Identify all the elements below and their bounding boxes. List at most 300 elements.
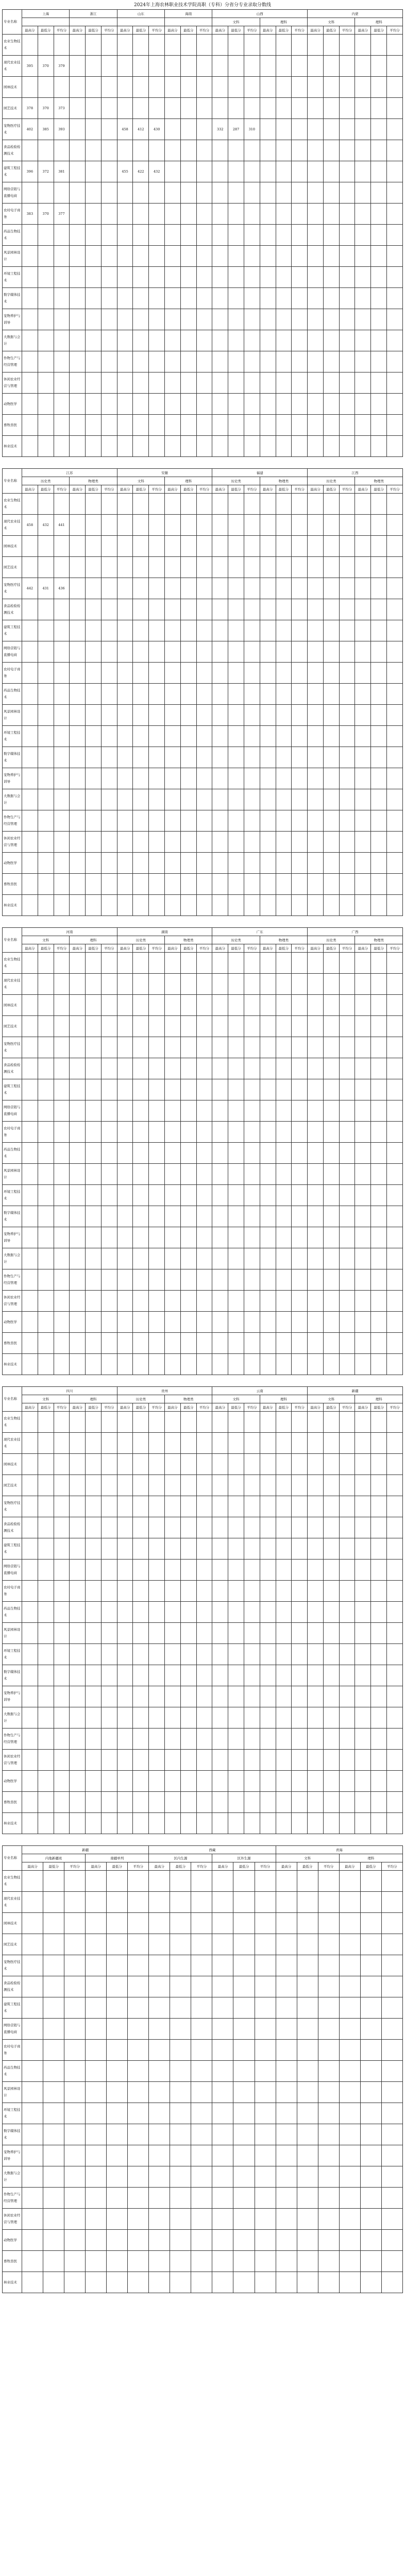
min-score xyxy=(228,1475,244,1496)
avg-score-header: 平均分 xyxy=(292,485,308,494)
min-score xyxy=(107,2019,128,2040)
max-score xyxy=(22,599,38,620)
avg-score xyxy=(149,77,165,98)
min-score xyxy=(38,768,54,789)
province-header-row xyxy=(3,928,403,936)
min-score xyxy=(38,494,54,515)
max-score xyxy=(212,1433,228,1454)
avg-score xyxy=(149,684,165,705)
max-score xyxy=(165,330,181,351)
min-score xyxy=(371,1269,387,1291)
avg-score xyxy=(128,2188,149,2209)
avg-score xyxy=(244,494,260,515)
max-score xyxy=(276,2145,297,2166)
max-score-header: 最高分 xyxy=(149,1862,170,1871)
avg-score xyxy=(292,1185,308,1206)
min-score xyxy=(180,810,196,832)
min-score xyxy=(38,394,54,415)
min-score xyxy=(180,309,196,330)
avg-score xyxy=(292,1707,308,1728)
max-score xyxy=(149,2040,170,2061)
avg-score xyxy=(149,1475,165,1496)
min-score xyxy=(360,2124,381,2145)
min-score xyxy=(371,56,387,77)
avg-score xyxy=(318,2019,339,2040)
max-score xyxy=(355,557,371,578)
avg-score xyxy=(339,394,355,415)
min-score xyxy=(297,1892,318,1913)
table-row xyxy=(3,2040,403,2061)
max-score xyxy=(117,953,133,974)
major-name: 农村电子商务 xyxy=(3,2040,22,2061)
avg-score xyxy=(292,895,308,916)
avg-score xyxy=(255,1955,276,1976)
max-score-header: 最高分 xyxy=(260,26,276,35)
avg-score xyxy=(64,1997,86,2019)
max-score xyxy=(308,140,324,161)
min-score xyxy=(371,1143,387,1164)
table-row xyxy=(3,1728,403,1750)
max-score xyxy=(117,351,133,372)
max-score xyxy=(260,1602,276,1623)
avg-score xyxy=(196,1079,212,1100)
min-score xyxy=(38,1122,54,1143)
min-score xyxy=(228,1454,244,1475)
avg-score xyxy=(196,578,212,599)
avg-score-header: 平均分 xyxy=(64,1862,86,1871)
min-score xyxy=(170,1871,191,1892)
table-row xyxy=(3,1269,403,1291)
max-score xyxy=(70,225,86,246)
max-score xyxy=(22,2230,43,2251)
min-score xyxy=(371,1122,387,1143)
category-header xyxy=(70,18,117,26)
avg-score xyxy=(101,1185,117,1206)
min-score xyxy=(170,1892,191,1913)
min-score-header: 最低分 xyxy=(228,26,244,35)
major-name: 休闲农业经营与管理 xyxy=(3,1750,22,1771)
max-score xyxy=(165,1248,181,1269)
min-score xyxy=(323,1475,339,1496)
max-score xyxy=(70,246,86,267)
max-score xyxy=(22,810,38,832)
avg-score xyxy=(292,77,308,98)
table-row xyxy=(3,2209,403,2230)
max-score xyxy=(70,641,86,663)
min-score xyxy=(86,330,102,351)
max-score xyxy=(70,1354,86,1375)
max-score xyxy=(355,436,371,457)
table-row xyxy=(3,140,403,161)
avg-score xyxy=(386,204,402,225)
min-score-header: 最低分 xyxy=(228,485,244,494)
avg-score xyxy=(292,768,308,789)
category-header xyxy=(22,18,70,26)
max-score xyxy=(260,895,276,916)
min-score xyxy=(228,436,244,457)
major-name: 畜牧兽医 xyxy=(3,1792,22,1813)
avg-score xyxy=(244,1185,260,1206)
avg-score xyxy=(339,330,355,351)
max-score xyxy=(308,953,324,974)
min-score xyxy=(180,1433,196,1454)
max-score xyxy=(165,1728,181,1750)
avg-score xyxy=(149,1227,165,1248)
max-score xyxy=(212,1792,228,1813)
avg-score xyxy=(381,2061,402,2082)
max-score xyxy=(212,35,228,56)
avg-score xyxy=(386,1771,402,1792)
max-score xyxy=(70,1686,86,1707)
min-score-header: 最低分 xyxy=(133,485,149,494)
min-score xyxy=(323,1623,339,1644)
min-score-header: 最低分 xyxy=(371,485,387,494)
avg-score xyxy=(191,2040,212,2061)
avg-score-header: 平均分 xyxy=(339,26,355,35)
avg-score xyxy=(101,1354,117,1375)
avg-score xyxy=(128,1892,149,1913)
min-score xyxy=(276,1227,292,1248)
avg-score xyxy=(101,1475,117,1496)
min-score xyxy=(86,1164,102,1185)
avg-score xyxy=(386,557,402,578)
max-score xyxy=(260,1058,276,1079)
max-score-header: 最高分 xyxy=(355,485,371,494)
max-score xyxy=(260,1143,276,1164)
avg-score xyxy=(339,1291,355,1312)
min-score xyxy=(228,288,244,309)
score-type-header-row xyxy=(3,485,403,494)
min-score xyxy=(107,1955,128,1976)
max-score xyxy=(117,1475,133,1496)
major-name: 风景园林设计 xyxy=(3,705,22,726)
avg-score xyxy=(381,1871,402,1892)
max-score xyxy=(260,1227,276,1248)
min-score xyxy=(133,874,149,895)
avg-score xyxy=(244,853,260,874)
max-score xyxy=(70,726,86,747)
avg-score xyxy=(244,1665,260,1686)
min-score xyxy=(371,1079,387,1100)
table-row xyxy=(3,1333,403,1354)
min-score xyxy=(133,641,149,663)
min-score xyxy=(323,599,339,620)
avg-score xyxy=(149,1496,165,1517)
avg-score xyxy=(318,1892,339,1913)
max-score xyxy=(308,832,324,853)
max-score xyxy=(308,1058,324,1079)
min-score xyxy=(38,1100,54,1122)
max-score xyxy=(355,1644,371,1665)
table-row xyxy=(3,1997,403,2019)
avg-score xyxy=(128,2209,149,2230)
avg-score xyxy=(149,98,165,119)
avg-score xyxy=(292,1581,308,1602)
min-score xyxy=(276,1058,292,1079)
min-score-header: 最低分 xyxy=(297,1862,318,1871)
avg-score xyxy=(54,1185,70,1206)
avg-score xyxy=(54,747,70,768)
avg-score-header: 平均分 xyxy=(292,26,308,35)
min-score xyxy=(133,394,149,415)
avg-score xyxy=(101,77,117,98)
category-header: 文科 xyxy=(212,1395,260,1403)
avg-score xyxy=(101,182,117,204)
min-score xyxy=(228,515,244,536)
max-score xyxy=(22,536,38,557)
min-score xyxy=(43,2272,64,2293)
min-score xyxy=(86,1750,102,1771)
max-score xyxy=(260,1623,276,1644)
max-score xyxy=(212,494,228,515)
min-score xyxy=(180,1164,196,1185)
min-score xyxy=(276,789,292,810)
min-score-header: 最低分 xyxy=(276,485,292,494)
max-score xyxy=(165,182,181,204)
avg-score xyxy=(386,1581,402,1602)
table-row xyxy=(3,684,403,705)
major-name: 园林技术 xyxy=(3,1913,22,1934)
avg-score xyxy=(381,2166,402,2188)
min-score xyxy=(323,1333,339,1354)
avg-score xyxy=(339,140,355,161)
max-score xyxy=(86,2209,107,2230)
max-score xyxy=(308,1291,324,1312)
avg-score xyxy=(196,620,212,641)
min-score xyxy=(38,832,54,853)
avg-score xyxy=(339,1686,355,1707)
min-score xyxy=(323,578,339,599)
max-score xyxy=(117,641,133,663)
min-score xyxy=(276,705,292,726)
min-score xyxy=(371,309,387,330)
avg-score xyxy=(339,1333,355,1354)
max-score xyxy=(22,1976,43,1997)
min-score xyxy=(107,2251,128,2272)
max-score xyxy=(165,1354,181,1375)
min-score xyxy=(297,1997,318,2019)
avg-score xyxy=(149,810,165,832)
max-score xyxy=(339,2061,360,2082)
min-score xyxy=(228,789,244,810)
max-score xyxy=(260,1037,276,1058)
avg-score xyxy=(196,1058,212,1079)
table-row xyxy=(3,1913,403,1934)
avg-score xyxy=(196,1143,212,1164)
min-score xyxy=(133,1581,149,1602)
province-header: 四川 xyxy=(22,1387,117,1395)
max-score xyxy=(212,394,228,415)
min-score xyxy=(170,1955,191,1976)
avg-score xyxy=(149,1750,165,1771)
max-score xyxy=(149,2230,170,2251)
min-score xyxy=(38,1037,54,1058)
major-name: 畜牧兽医 xyxy=(3,415,22,436)
avg-score xyxy=(149,1143,165,1164)
avg-score xyxy=(149,515,165,536)
max-score xyxy=(355,494,371,515)
max-score xyxy=(117,1037,133,1058)
table-row xyxy=(3,204,403,225)
major-name: 畜牧兽医 xyxy=(3,1333,22,1354)
min-score xyxy=(228,1248,244,1269)
min-score xyxy=(86,1185,102,1206)
major-name: 宠物养护与训导 xyxy=(3,1686,22,1707)
max-score xyxy=(165,663,181,684)
category-header: 历史类 xyxy=(117,1395,164,1403)
avg-score xyxy=(101,1686,117,1707)
max-score xyxy=(22,2166,43,2188)
max-score xyxy=(212,1412,228,1433)
major-name: 大数据与会计 xyxy=(3,2166,22,2188)
avg-score xyxy=(196,494,212,515)
min-score xyxy=(43,2145,64,2166)
max-score xyxy=(86,2103,107,2124)
avg-score xyxy=(196,726,212,747)
max-score xyxy=(260,641,276,663)
max-score xyxy=(212,789,228,810)
major-name: 宠物医疗技术 xyxy=(3,1037,22,1058)
avg-score xyxy=(196,182,212,204)
max-score xyxy=(355,1333,371,1354)
avg-score xyxy=(101,246,117,267)
max-score xyxy=(355,1496,371,1517)
avg-score xyxy=(244,641,260,663)
major-column-header: 专业名称 xyxy=(3,1387,22,1412)
avg-score xyxy=(196,832,212,853)
avg-score xyxy=(196,1581,212,1602)
avg-score xyxy=(339,684,355,705)
avg-score xyxy=(339,288,355,309)
avg-score xyxy=(64,2272,86,2293)
avg-score xyxy=(101,832,117,853)
min-score xyxy=(228,599,244,620)
avg-score xyxy=(386,853,402,874)
max-score xyxy=(70,1644,86,1665)
min-score xyxy=(276,309,292,330)
max-score xyxy=(117,204,133,225)
avg-score xyxy=(149,1354,165,1375)
min-score xyxy=(133,663,149,684)
avg-score xyxy=(101,1412,117,1433)
min-score-header: 最低分 xyxy=(276,26,292,35)
min-score xyxy=(38,1475,54,1496)
avg-score xyxy=(255,2082,276,2103)
min-score xyxy=(323,267,339,288)
avg-score xyxy=(128,2230,149,2251)
avg-score xyxy=(339,1623,355,1644)
avg-score xyxy=(339,415,355,436)
max-score xyxy=(212,1707,228,1728)
min-score xyxy=(276,726,292,747)
max-score xyxy=(212,515,228,536)
max-score xyxy=(165,1100,181,1122)
min-score xyxy=(180,1143,196,1164)
min-score xyxy=(323,995,339,1016)
min-score xyxy=(323,436,339,457)
min-score xyxy=(170,2251,191,2272)
max-score xyxy=(308,895,324,916)
max-score xyxy=(308,726,324,747)
min-score xyxy=(170,2103,191,2124)
max-score xyxy=(70,77,86,98)
min-score xyxy=(323,1686,339,1707)
max-score xyxy=(70,1728,86,1750)
max-score xyxy=(355,1079,371,1100)
max-score xyxy=(22,140,38,161)
max-score xyxy=(165,1227,181,1248)
min-score xyxy=(107,1997,128,2019)
avg-score xyxy=(339,515,355,536)
avg-score xyxy=(244,98,260,119)
min-score xyxy=(86,1728,102,1750)
avg-score xyxy=(292,1164,308,1185)
avg-score xyxy=(128,1955,149,1976)
max-score xyxy=(260,1454,276,1475)
min-score xyxy=(297,1976,318,1997)
min-score xyxy=(323,1665,339,1686)
min-score xyxy=(180,1813,196,1834)
avg-score xyxy=(244,1602,260,1623)
avg-score xyxy=(101,1037,117,1058)
min-score xyxy=(276,77,292,98)
min-score xyxy=(371,1560,387,1581)
avg-score xyxy=(255,1871,276,1892)
avg-score xyxy=(191,2251,212,2272)
min-score xyxy=(233,1913,255,1934)
max-score xyxy=(260,810,276,832)
max-score-header: 最高分 xyxy=(22,944,38,953)
avg-score xyxy=(101,1143,117,1164)
province-header-row xyxy=(3,1846,403,1854)
min-score xyxy=(86,1291,102,1312)
min-score xyxy=(133,832,149,853)
max-score xyxy=(117,267,133,288)
min-score xyxy=(228,663,244,684)
major-name: 环境工程技术 xyxy=(3,1185,22,1206)
province-header-row xyxy=(3,469,403,477)
avg-score xyxy=(54,1517,70,1538)
max-score xyxy=(260,536,276,557)
avg-score xyxy=(292,372,308,394)
min-score xyxy=(38,1164,54,1185)
max-score xyxy=(165,288,181,309)
avg-score xyxy=(244,182,260,204)
max-score xyxy=(117,557,133,578)
avg-score xyxy=(101,974,117,995)
min-score xyxy=(86,974,102,995)
min-score xyxy=(86,436,102,457)
major-name: 农村电子商务 xyxy=(3,1122,22,1143)
max-score xyxy=(308,1560,324,1581)
avg-score xyxy=(244,1707,260,1728)
avg-score xyxy=(381,2251,402,2272)
table-row xyxy=(3,1354,403,1375)
min-score xyxy=(86,35,102,56)
min-score xyxy=(180,1100,196,1122)
min-score xyxy=(180,726,196,747)
min-score xyxy=(133,1248,149,1269)
max-score-header: 最高分 xyxy=(339,1862,360,1871)
max-score xyxy=(22,832,38,853)
max-score xyxy=(70,515,86,536)
avg-score-header: 平均分 xyxy=(244,944,260,953)
max-score xyxy=(276,1997,297,2019)
max-score xyxy=(355,1100,371,1122)
max-score xyxy=(165,436,181,457)
avg-score xyxy=(196,1164,212,1185)
max-score xyxy=(355,1792,371,1813)
